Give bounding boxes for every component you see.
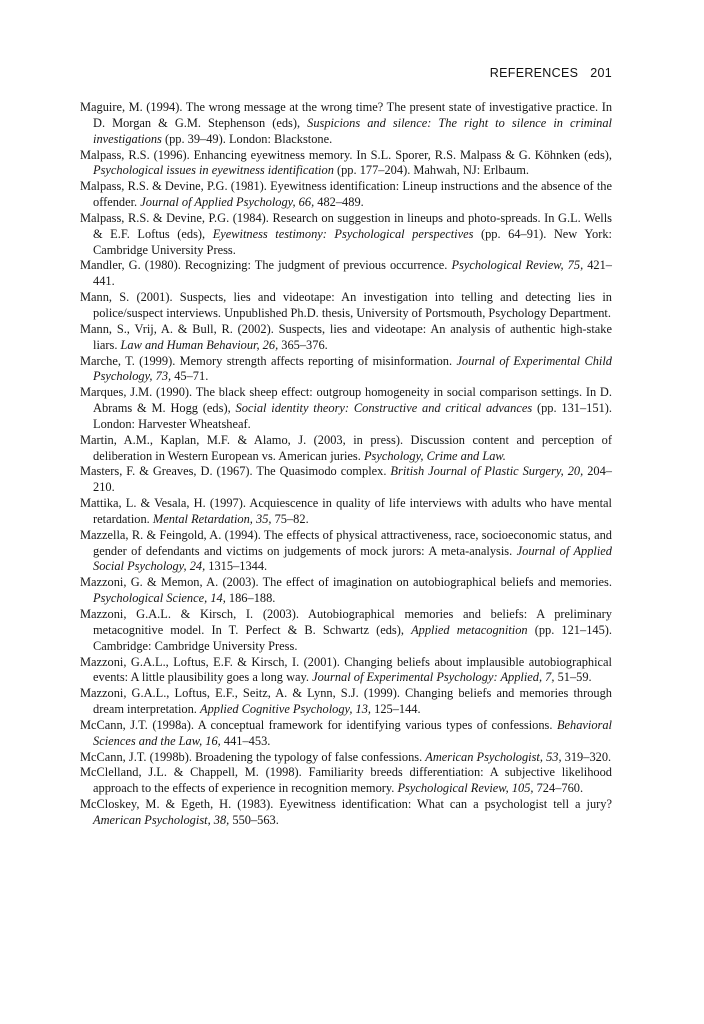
reference-details: 45–71. xyxy=(171,369,209,384)
reference-title: Research on suggestion in lineups and photo-spreads. In G.L. Wells & E.F. Loftus (eds), xyxy=(93,210,612,241)
reference-entry xyxy=(80,354,612,386)
reference-entry xyxy=(80,750,612,766)
reference-title: Memory strength affects reporting of misinformation. xyxy=(175,353,457,368)
reference-source: Eyewitness testimony: Psychological perspectives xyxy=(212,226,474,241)
reference-title: Eyewitness identification: Lineup instructions and the absence of the offender. xyxy=(93,179,612,210)
reference-entry xyxy=(80,496,612,528)
reference-source: Psychology, Crime and Law. xyxy=(363,448,506,463)
reference-title: The black sheep effect: outgroup homogeneity in social comparison settings. In D. Abrams & M. Hogg (eds), xyxy=(93,385,612,416)
reference-entry xyxy=(80,686,612,718)
reference-source: Mental Retardation, 35, xyxy=(152,511,272,526)
reference-source: British Journal of Plastic Surgery, 20, xyxy=(390,464,584,479)
reference-title: Changing beliefs about implausible autobiographical events: A little plausibility goes a long way. xyxy=(93,654,612,685)
reference-authors: Mazzoni, G.A.L., Loftus, E.F. & Kirsch, I. (2001). xyxy=(80,654,340,669)
reference-entry xyxy=(80,655,612,687)
reference-details: 186–188. xyxy=(225,591,276,606)
reference-source: Law and Human Behaviour, 26, xyxy=(120,337,279,352)
reference-title: Suspects, lies and videotape: An analysis of authentic high-stake liars. xyxy=(93,321,612,352)
reference-entry xyxy=(80,433,612,465)
reference-authors: McCann, J.T. (1998a). xyxy=(80,717,194,732)
running-head xyxy=(490,66,612,80)
reference-source: Behavioral Sciences and the Law, 16, xyxy=(93,717,612,748)
reference-authors: Mandler, G. (1980). xyxy=(80,258,181,273)
reference-authors: Marques, J.M. (1990). xyxy=(80,385,193,400)
reference-authors: Malpass, R.S. & Devine, P.G. (1984). xyxy=(80,210,269,225)
reference-title: Familiarity breeds differentiation: A subjective likelihood approach to the effects of experience in recognition memory. xyxy=(93,765,613,796)
reference-source: Journal of Experimental Psychology: Applied, 7, xyxy=(312,670,555,685)
reference-details: 724–760. xyxy=(533,781,584,796)
reference-entry xyxy=(80,100,612,148)
reference-title: Acquiescence in quality of life interviews with adults who have mental retardation. xyxy=(93,496,612,526)
reference-authors: Malpass, R.S. & Devine, P.G. (1981). xyxy=(80,179,267,194)
reference-details: 1315–1344. xyxy=(205,559,268,574)
reference-details: 482–489. xyxy=(314,195,364,210)
reference-entry xyxy=(80,797,612,829)
reference-authors: Marche, T. (1999). xyxy=(80,353,176,368)
reference-details: (pp. 64–91). New York: Cambridge University Press. xyxy=(93,226,612,257)
reference-details: 75–82. xyxy=(271,511,309,526)
reference-details: 441–453. xyxy=(220,733,271,748)
reference-source: Suspicions and silence: The right to silence in criminal investigations xyxy=(93,115,612,146)
section-title: REFERENCES xyxy=(489,66,579,80)
reference-entry xyxy=(80,765,612,797)
reference-entry xyxy=(80,258,612,290)
reference-source: Journal of Applied Psychology, 66, xyxy=(140,195,315,210)
reference-source: Journal of Applied Social Psychology, 24, xyxy=(93,543,612,574)
reference-title: Broadening the typology of false confessions. xyxy=(191,749,426,764)
reference-authors: Mazzoni, G.A.L., Loftus, E.F., Seitz, A. & Lynn, S.J. (1999). xyxy=(80,686,400,701)
reference-source: Psychological Review, 75, xyxy=(451,258,584,273)
reference-title: The Quasimodo complex. xyxy=(252,464,391,479)
reference-details: 204–210. xyxy=(93,464,612,495)
reference-entry xyxy=(80,464,612,496)
reference-authors: Malpass, R.S. (1996). xyxy=(80,147,190,162)
reference-source: Psychological Review, 105, xyxy=(397,781,534,796)
reference-source: Psychological issues in eyewitness identification xyxy=(93,163,334,178)
reference-authors: Martin, A.M., Kaplan, M.F. & Alamo, J. (2003, in press). xyxy=(80,432,404,447)
reference-details: (pp. 39–49). London: Blackstone. xyxy=(161,131,333,146)
reference-authors: Mattika, L. & Vesala, H. (1997). xyxy=(80,496,246,511)
reference-entry xyxy=(80,322,612,354)
reference-title: Changing beliefs and memories through dream interpretation. xyxy=(93,686,612,717)
reference-authors: McClelland, J.L. & Chappell, M. (1998). xyxy=(80,765,302,780)
reference-entry xyxy=(80,575,612,607)
reference-entry xyxy=(80,718,612,750)
reference-entry xyxy=(80,528,612,576)
reference-source: Applied Cognitive Psychology, 13, xyxy=(200,702,372,717)
reference-details: 125–144. xyxy=(371,702,421,717)
reference-title: Discussion content and perception of deliberation in Western European vs. American juries. xyxy=(93,432,612,463)
reference-details: 421–441. xyxy=(93,258,612,289)
reference-title: Enhancing eyewitness memory. In S.L. Sporer, R.S. Malpass & G. Köhnken (eds), xyxy=(189,147,612,162)
reference-authors: Mann, S., Vrij, A. & Bull, R. (2002). xyxy=(80,321,274,336)
reference-authors: Masters, F. & Greaves, D. (1967). xyxy=(80,464,253,479)
reference-entry xyxy=(80,607,612,655)
reference-details: 51–59. xyxy=(554,670,592,685)
reference-details: 319–320. xyxy=(561,749,612,764)
reference-entry xyxy=(80,290,612,322)
reference-list xyxy=(80,100,612,829)
reference-authors: Maguire, M. (1994). xyxy=(80,100,183,114)
reference-source: Psychological Science, 14, xyxy=(93,591,226,606)
reference-source: American Psychologist, 53, xyxy=(425,749,562,764)
reference-authors: Mann, S. (2001). xyxy=(80,290,173,305)
reference-authors: Mazzoni, G. & Memon, A. (2003). xyxy=(80,575,259,590)
reference-details: 365–376. xyxy=(278,337,328,352)
reference-title: Recognizing: The judgment of previous occurrence. xyxy=(180,258,452,273)
reference-details: (pp. 121–145). Cambridge: Cambridge University Press. xyxy=(93,622,612,653)
reference-authors: Mazzoni, G.A.L. & Kirsch, I. (2003). xyxy=(80,607,299,621)
reference-authors: McCloskey, M. & Egeth, H. (1983). xyxy=(80,797,274,812)
reference-title: A conceptual framework for identifying various types of confessions. xyxy=(194,717,557,732)
reference-source: American Psychologist, 38, xyxy=(93,812,230,827)
reference-source: Social identity theory: Constructive and critical advances xyxy=(235,401,533,416)
reference-title: The wrong message at the wrong time? The present state of investigative practice. In D. Morgan & G.M. Stephenson (eds), xyxy=(93,100,613,130)
reference-title: The effect of imagination on autobiographical beliefs and memories. xyxy=(258,575,612,590)
reference-details: (pp. 131–151). London: Harvester Wheatsheaf. xyxy=(93,401,612,431)
reference-title: Eyewitness identification: What can a psychologist tell a jury? xyxy=(273,797,612,812)
reference-details: (pp. 177–204). Mahwah, NJ: Erlbaum. xyxy=(333,163,530,178)
reference-authors: McCann, J.T. (1998b). xyxy=(80,749,192,764)
page-number: 201 xyxy=(590,66,612,80)
reference-entry xyxy=(80,148,612,180)
reference-details: 550–563. xyxy=(229,812,279,827)
reference-entry xyxy=(80,211,612,259)
reference-entry xyxy=(80,179,612,211)
reference-title: Autobiographical memories and beliefs: A preliminary metacognitive model. In T. Perfect & B. Schwartz (eds), xyxy=(93,607,612,637)
reference-source: Journal of Experimental Child Psychology, 73, xyxy=(93,353,612,384)
reference-title: Suspects, lies and videotape: An investigation into telling and detecting lies in police/suspect interviews. Unpublished Ph.D. thesis, University of Portsmouth, Psychology Department. xyxy=(93,290,612,320)
reference-source: Applied metacognition xyxy=(411,622,528,637)
reference-entry xyxy=(80,385,612,433)
reference-authors: Mazzella, R. & Feingold, A. (1994). xyxy=(80,527,261,542)
reference-title: The effects of physical attractiveness, race, socioeconomic status, and gender of defendants and victims on judgements of mock jurors: A meta-analysis. xyxy=(93,527,612,558)
